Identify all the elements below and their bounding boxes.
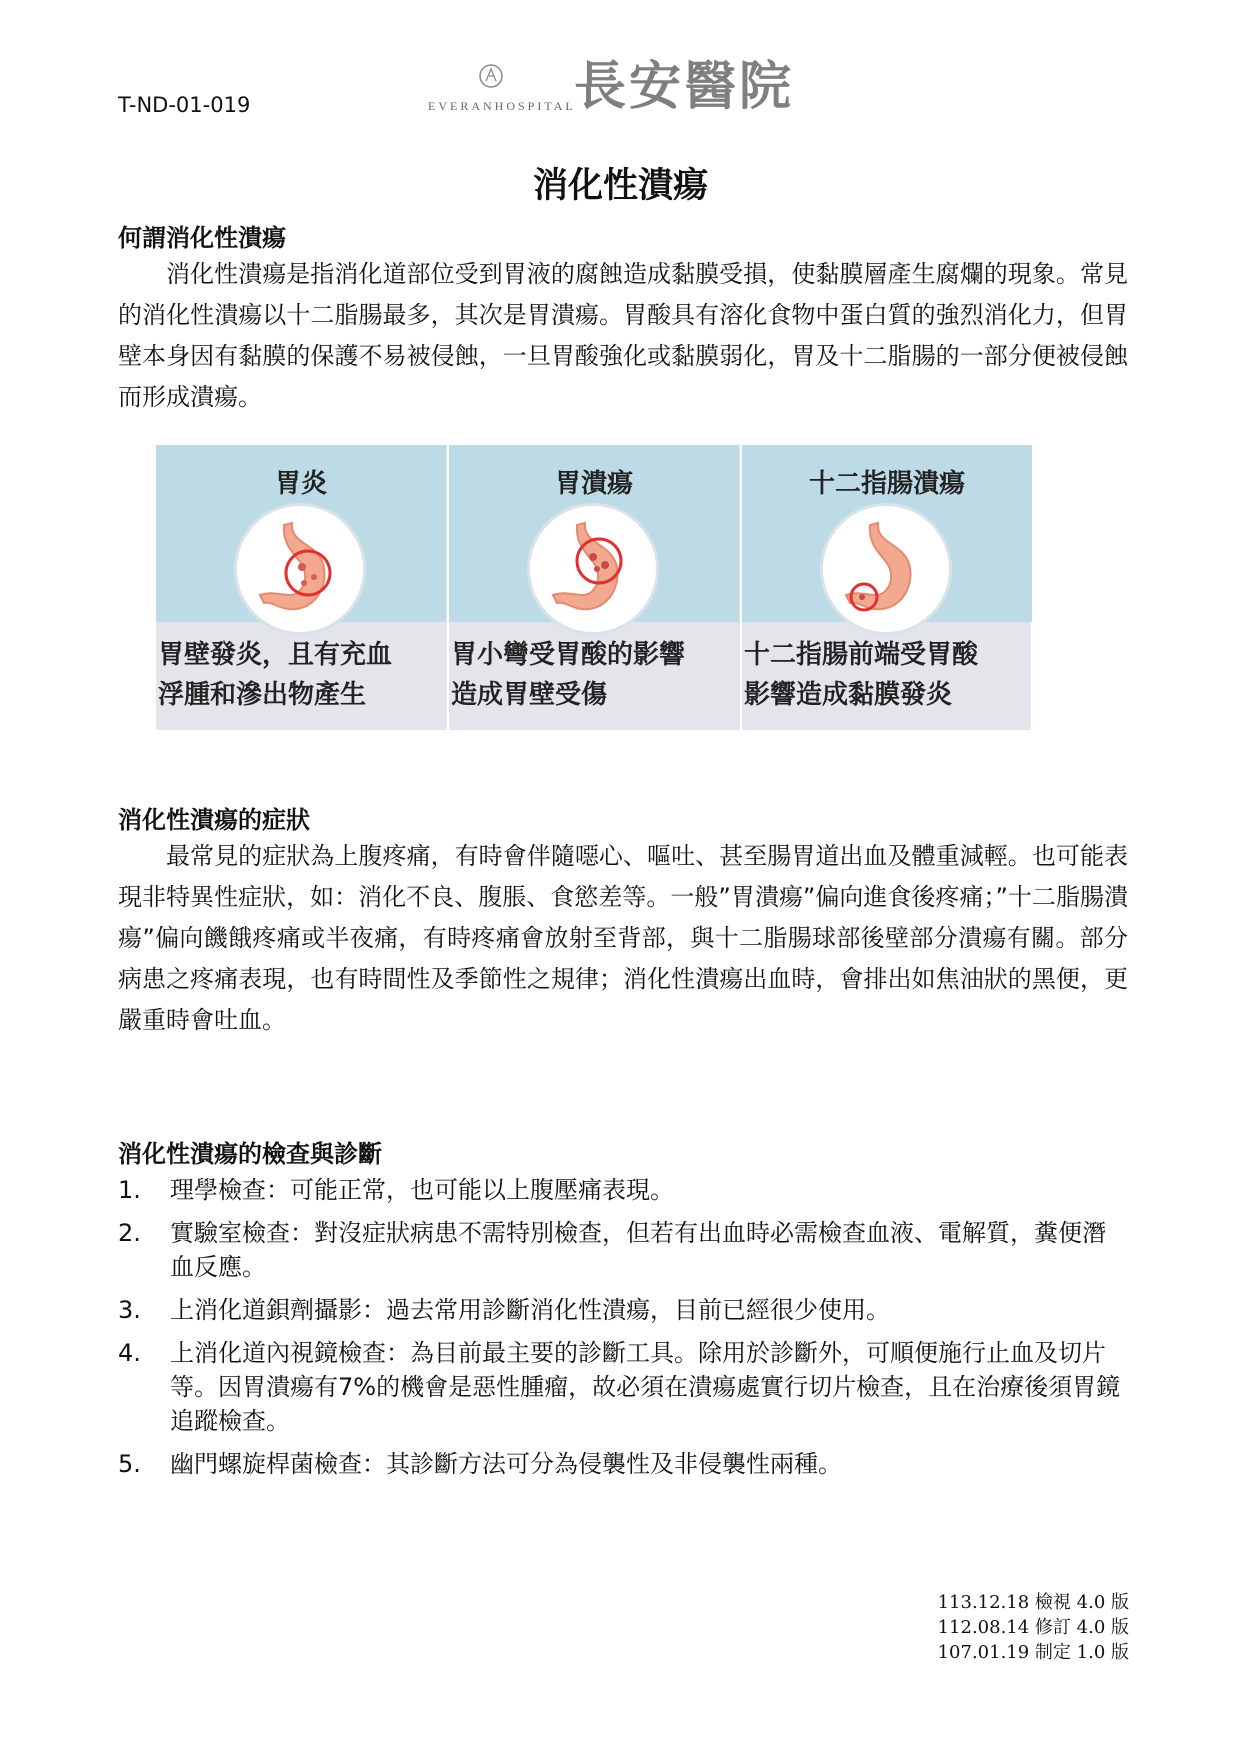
list-text: 實驗室檢查：對沒症狀病患不需特別檢查，但若有出血時必需檢查血液、電解質，糞便潛血反應。	[170, 1219, 1106, 1281]
list-item	[118, 1173, 1128, 1207]
panel-caption-line: 浮腫和滲出物產生	[158, 680, 367, 710]
diagnosis-list	[118, 1173, 1128, 1490]
panel-title: 胃潰瘍	[554, 469, 633, 499]
revision-history	[938, 1590, 1129, 1665]
panel-caption	[451, 635, 741, 715]
list-text: 上消化道鋇劑攝影：過去常用診斷消化性潰瘍，目前已經很少使用。	[170, 1296, 890, 1324]
logo-english-name: EVERANHOSPITAL	[428, 99, 576, 113]
list-item	[118, 1216, 1128, 1284]
list-number: 4.	[118, 1339, 141, 1367]
list-number: 1.	[118, 1176, 141, 1204]
revision-line: 107.01.19 制定 1.0 版	[937, 1642, 1129, 1663]
symptoms-paragraph: 最常見的症狀為上腹疼痛，有時會伴隨噁心、嘔吐、甚至腸胃道出血及體重減輕。也可能表現非特異性症狀，如：消化不良、腹脹、食慾差等。一般”胃潰瘍”偏向進食後疼痛；”十二脂腸潰瘍”偏向饑餓疼痛或半夜痛，有時疼痛會放射至背部，與十二脂腸球部後壁部分潰瘍有關。部分病患之疼痛表現，也有時間性及季節性之規律；消化性潰瘍出血時，會排出如焦油狀的黑便，更嚴重時會吐血。	[118, 842, 1128, 1034]
list-item	[118, 1336, 1128, 1438]
ulcer-illustration	[156, 445, 1031, 730]
list-text: 上消化道內視鏡檢查：為目前最主要的診斷工具。除用於診斷外，可順便施行止血及切片等。因胃潰瘍有7%的機會是惡性腫瘤，故必須在潰瘍處實行切片檢查，且在治療後須胃鏡追蹤檢查。	[170, 1339, 1121, 1435]
list-number: 3.	[118, 1296, 141, 1324]
stomach-gastric-ulcer-icon	[527, 503, 659, 635]
definition-paragraph: 消化性潰瘍是指消化道部位受到胃液的腐蝕造成黏膜受損，使黏膜層產生腐爛的現象。常見的消化性潰瘍以十二脂腸最多，其次是胃潰瘍。胃酸具有溶化食物中蛋白質的強烈消化力，但胃壁本身因有黏膜的保護不易被侵蝕，一旦胃酸強化或黏膜弱化，胃及十二脂腸的一部分便被侵蝕而形成潰瘍。	[118, 260, 1128, 411]
hospital-emblem-icon	[478, 63, 504, 89]
list-text: 幽門螺旋桿菌檢查：其診斷方法可分為侵襲性及非侵襲性兩種。	[170, 1450, 842, 1478]
stomach-gastritis-icon	[234, 503, 366, 635]
panel-caption-line: 造成胃壁受傷	[451, 680, 608, 710]
list-item	[118, 1447, 1128, 1481]
panel-caption	[158, 635, 448, 715]
section-heading-symptoms: 消化性潰瘍的症狀	[118, 806, 310, 834]
figure-panel-duodenal-ulcer	[742, 445, 1032, 730]
panel-caption-line: 胃小彎受胃酸的影響	[451, 640, 686, 670]
stomach-duodenal-ulcer-icon	[820, 503, 952, 635]
panel-title: 十二指腸潰瘍	[808, 469, 965, 499]
panel-caption-line: 胃壁發炎，且有充血	[158, 640, 393, 670]
figure-panel-gastric-ulcer	[449, 445, 739, 730]
list-number: 2.	[118, 1219, 141, 1247]
revision-line: 113.12.18 檢視 4.0 版	[937, 1592, 1129, 1613]
document-code: T-ND-01-019	[118, 93, 251, 117]
panel-title: 胃炎	[274, 469, 327, 499]
list-text: 理學檢查：可能正常，也可能以上腹壓痛表現。	[170, 1176, 674, 1204]
hospital-logo	[428, 55, 828, 125]
revision-line: 112.08.14 修訂 4.0 版	[937, 1617, 1129, 1638]
panel-caption-line: 十二指腸前端受胃酸	[744, 640, 979, 670]
logo-chinese-name: 長安醫院	[574, 57, 795, 117]
section-heading-diagnosis: 消化性潰瘍的檢查與診斷	[118, 1140, 382, 1168]
section-heading-definition: 何謂消化性潰瘍	[118, 224, 286, 252]
list-number: 5.	[118, 1450, 141, 1478]
panel-caption	[744, 635, 1034, 715]
figure-panel-gastritis	[156, 445, 446, 730]
list-item	[118, 1293, 1128, 1327]
page-title: 消化性潰瘍	[532, 166, 708, 206]
panel-caption-line: 影響造成黏膜發炎	[744, 680, 953, 710]
